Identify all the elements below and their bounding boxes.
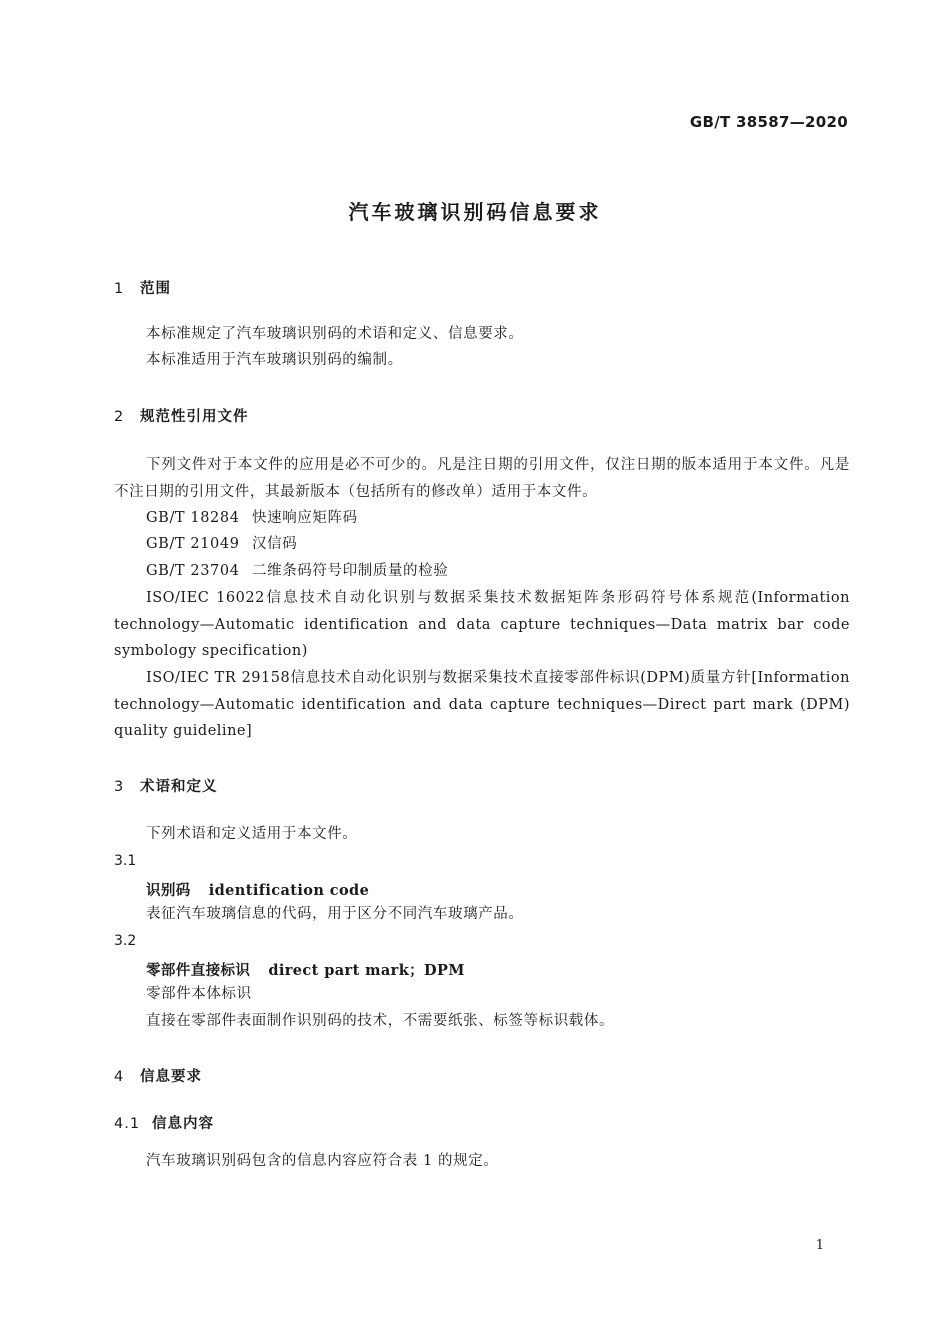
section-number: 3	[114, 779, 125, 795]
paragraph: 本标准规定了汽车玻璃识别码的术语和定义、信息要求。	[146, 326, 524, 342]
reference-code: ISO/IEC 16022	[146, 590, 265, 606]
subsection-title: 信息内容	[152, 1116, 214, 1132]
reference-title-part: 信息技术	[264, 590, 334, 606]
paragraph: 下列文件对于本文件的应用是必不可少的。凡是注日期的引用文件，仅注日期的版本适用于本文件。凡是不注日期的引用文件，其最新版本（包括所有的修改单）适用于本文件。	[114, 457, 850, 500]
term-alt: 零部件本体标识	[146, 986, 252, 1002]
section-number: 2	[114, 409, 125, 425]
paragraph: 本标准适用于汽车玻璃识别码的编制。	[146, 352, 403, 368]
document-title: 汽车玻璃识别码信息要求	[348, 200, 602, 224]
term-en: identification code	[208, 882, 370, 899]
section-3-heading	[114, 775, 218, 796]
term-number: 3.2	[114, 933, 137, 949]
reference-title-part: 直接零部件标识(DPM)质量方针[Information technology—Automatic identification and data capture techniques—Direct part mark (DPM) quality guideline]	[114, 670, 850, 739]
reference-code: ISO/IEC TR 29158	[146, 670, 291, 686]
reference-title-part: 自动化识别与数据采集技术	[333, 590, 534, 606]
term-heading	[146, 959, 465, 980]
reference-title-part: 自动化识别与数据采集技术	[351, 670, 534, 686]
paragraph: 汽车玻璃识别码包含的信息内容应符合表 1 的规定。	[146, 1153, 499, 1169]
reference-code: GB/T 21049	[146, 536, 240, 552]
section-2-heading	[114, 405, 249, 426]
term-heading	[146, 879, 369, 900]
term-definition: 直接在零部件表面制作识别码的技术，不需要纸张、标签等标识载体。	[146, 1013, 615, 1029]
reference-title-part: 信息技术	[290, 670, 352, 686]
section-number: 1	[114, 281, 125, 297]
reference-item	[146, 531, 850, 558]
reference-item	[114, 585, 850, 665]
section-number: 4	[114, 1069, 125, 1085]
standard-code: GB/T 38587—2020	[689, 113, 848, 131]
reference-title-part: 数据矩阵条形码符号体系规范(Information technology—Automatic identification and data capture techniques—Data matrix bar code symbology specification)	[114, 590, 851, 659]
term-number: 3.1	[114, 853, 137, 869]
section-title: 范围	[140, 281, 171, 297]
term-zh: 零部件直接标识	[146, 963, 251, 979]
subsection-number: 4.1	[114, 1116, 141, 1132]
reference-item	[146, 505, 850, 532]
subsection-4-1-heading	[114, 1112, 214, 1133]
section-title: 信息要求	[140, 1069, 202, 1085]
section-4-heading	[114, 1065, 202, 1086]
section-title: 规范性引用文件	[140, 409, 249, 425]
reference-item	[146, 558, 850, 585]
reference-item	[114, 665, 850, 745]
term-zh: 识别码	[146, 883, 191, 899]
reference-title: 汉信码	[252, 536, 298, 552]
reference-title: 二维条码符号印制质量的检验	[252, 563, 449, 579]
term-definition: 表征汽车玻璃信息的代码，用于区分不同汽车玻璃产品。	[146, 906, 524, 922]
section-title: 术语和定义	[140, 779, 218, 795]
reference-code: GB/T 18284	[146, 510, 240, 526]
section-1-heading	[114, 277, 171, 298]
reference-title: 快速响应矩阵码	[252, 510, 358, 526]
paragraph: 下列术语和定义适用于本文件。	[146, 826, 358, 842]
term-en: direct part mark；DPM	[268, 962, 465, 979]
reference-code: GB/T 23704	[146, 563, 240, 579]
page-number: 1	[815, 1238, 824, 1253]
